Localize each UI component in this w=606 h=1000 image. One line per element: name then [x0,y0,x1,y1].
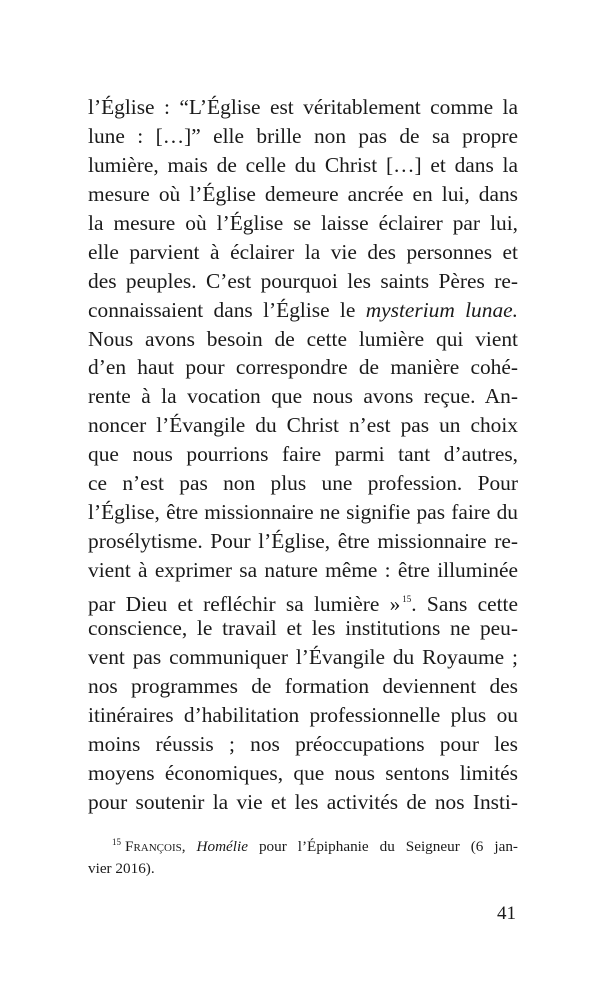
text-line: lumière, mais de celle du Christ […] et dans la [88,152,518,177]
text-line: vent pas communiquer l’Évangile du Royaume ; [88,644,518,669]
text-line: d’en haut pour correspondre de manière cohé- [88,355,518,380]
footnote-title: Homélie [196,838,248,855]
text-line: itinéraires d’habilitation professionnelle plus ou [88,702,518,727]
text-segment: . Sans cette [411,591,518,616]
text-line-mysterium [88,296,518,325]
text-line: prosélytisme. Pour l’Église, être missionnaire re- [88,529,518,554]
footnote-reference: 15 [402,593,412,604]
footnote-author: François [125,838,182,855]
text-line: pour soutenir la vie et les activités de nos Insti- [88,789,518,814]
text-line: moyens économiques, que nous sentons limités [88,760,518,785]
text-line: nos programmes de formation deviennent des [88,673,518,698]
text-line: vient à exprimer sa nature même : être illuminée [88,558,518,582]
text-line: moins réussis ; nos préoccupations pour les [88,731,518,756]
body-text [88,93,518,816]
text-line-footnote-ref [88,585,518,614]
text-line: la mesure où l’Église se laisse éclairer par lui, [88,210,518,235]
text-segment: connaissaient dans l’Église le [88,297,366,322]
text-line: l’Église : “L’Église est véritablement comme la [88,95,518,119]
footnote [88,831,518,880]
footnote-text: pour l’Épiphanie du Seigneur (6 jan- [247,838,518,855]
page-number: 41 [497,903,516,924]
footnote-line: vier 2016). [88,860,155,877]
text-line: ce n’est pas non plus une profession. Pour [88,471,518,496]
italic-term: mysterium lunae. [365,297,518,322]
text-line: Nous avons besoin de cette lumière qui vient [88,326,518,351]
text-line: que nous pourrions faire parmi tant d’autres, [88,442,518,467]
text-line: lune : […]” elle brille non pas de sa propre [88,123,518,148]
text-segment: par Dieu et refléchir sa lumière » [88,591,401,616]
text-line: mesure où l’Église demeure ancrée en lui, dans [88,181,518,206]
text-line: elle parvient à éclairer la vie des personnes et [88,239,518,264]
footnote-line: $^{15}$ François, Homélie pour l’Épiphanie du Seigneur (6 jan- [112,837,518,855]
text-line: noncer l’Évangile du Christ n’est pas un choix [88,413,518,438]
footnote-number: 15 [112,837,121,847]
text-line: rente à la vocation que nous avons reçue. An- [88,384,518,409]
text-line: conscience, le travail et les institutions ne peu- [88,615,518,640]
text-line: l’Église, être missionnaire ne signifie pas faire du [88,500,518,525]
text-line: des peuples. C’est pourquoi les saints Pères re- [88,268,518,293]
